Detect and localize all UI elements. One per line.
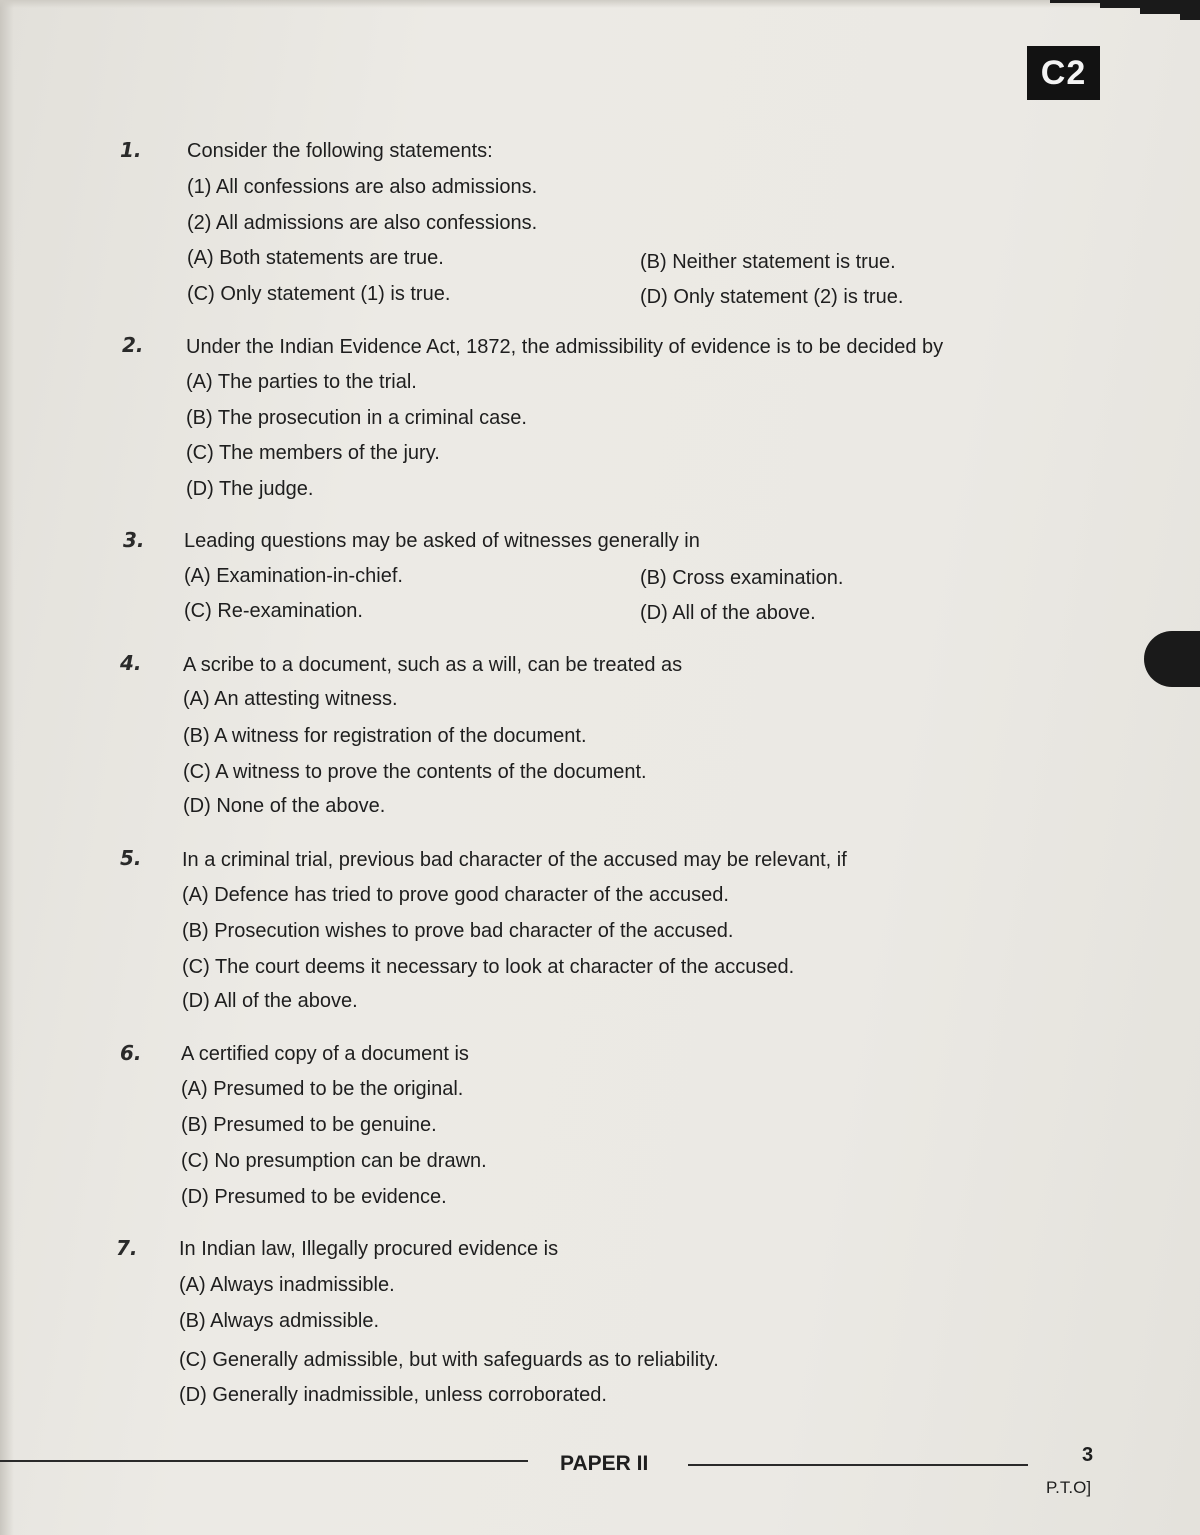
page-edge-shadow <box>0 0 14 1535</box>
footer-paper-label: PAPER II <box>560 1452 649 1475</box>
option-c: (C) The members of the jury. <box>186 442 440 464</box>
option-d: (D) All of the above. <box>640 602 816 624</box>
option-b: (B) Prosecution wishes to prove bad character of the accused. <box>182 920 734 942</box>
question-number: 2. <box>122 333 144 357</box>
footer-rule-left <box>0 1460 528 1462</box>
question-number: 7. <box>116 1236 138 1260</box>
question-text: Under the Indian Evidence Act, 1872, the admissibility of evidence is to be decided by <box>186 336 944 358</box>
option-a: (A) An attesting witness. <box>183 688 398 710</box>
statement-2: (2) All admissions are also confessions. <box>187 212 538 234</box>
option-a: (A) Defence has tried to prove good character of the accused. <box>182 884 729 906</box>
option-d: (D) Generally inadmissible, unless corroborated. <box>179 1384 607 1406</box>
footer-rule-right <box>688 1464 1028 1466</box>
option-b: (B) Neither statement is true. <box>640 251 896 273</box>
question-number: 4. <box>120 651 142 675</box>
option-c: (C) Generally admissible, but with safeguards as to reliability. <box>179 1349 719 1371</box>
question-number: 6. <box>120 1041 142 1065</box>
option-b: (B) A witness for registration of the document. <box>183 725 587 747</box>
option-d: (D) Presumed to be evidence. <box>181 1186 447 1208</box>
option-d: (D) The judge. <box>186 478 314 500</box>
option-a: (A) Examination-in-chief. <box>184 565 403 587</box>
option-c: (C) A witness to prove the contents of the document. <box>183 761 647 783</box>
question-number: 5. <box>120 846 142 870</box>
paper-code-badge: C2 <box>1027 46 1100 100</box>
question-text: A scribe to a document, such as a will, can be treated as <box>183 654 683 676</box>
statement-1: (1) All confessions are also admissions. <box>187 176 538 198</box>
option-d: (D) All of the above. <box>182 990 358 1012</box>
option-d: (D) None of the above. <box>183 795 386 817</box>
question-text: In Indian law, Illegally procured evidence is <box>179 1238 559 1260</box>
pto-label: P.T.O] <box>1046 1478 1092 1497</box>
option-d: (D) Only statement (2) is true. <box>640 286 904 308</box>
question-text: In a criminal trial, previous bad character of the accused may be relevant, if <box>182 849 847 871</box>
option-c: (C) Re-examination. <box>184 600 363 622</box>
question-text: A certified copy of a document is <box>181 1043 469 1065</box>
option-a: (A) The parties to the trial. <box>186 371 417 393</box>
option-a: (A) Both statements are true. <box>187 247 444 269</box>
option-b: (B) The prosecution in a criminal case. <box>186 407 527 429</box>
question-text: Consider the following statements: <box>187 140 493 162</box>
question-number: 3. <box>123 528 145 552</box>
option-b: (B) Cross examination. <box>640 567 844 589</box>
page-number: 3 <box>1082 1444 1094 1466</box>
option-b: (B) Always admissible. <box>179 1310 380 1332</box>
option-c: (C) No presumption can be drawn. <box>181 1150 487 1172</box>
option-b: (B) Presumed to be genuine. <box>181 1114 437 1136</box>
page-corner-marks <box>990 0 1200 20</box>
option-a: (A) Presumed to be the original. <box>181 1078 464 1100</box>
option-c: (C) The court deems it necessary to look at character of the accused. <box>182 956 795 978</box>
option-a: (A) Always inadmissible. <box>179 1274 395 1296</box>
option-c: (C) Only statement (1) is true. <box>187 283 451 305</box>
question-number: 1. <box>120 138 142 162</box>
question-text: Leading questions may be asked of witnesses generally in <box>184 530 700 552</box>
side-index-tab <box>1144 631 1200 687</box>
